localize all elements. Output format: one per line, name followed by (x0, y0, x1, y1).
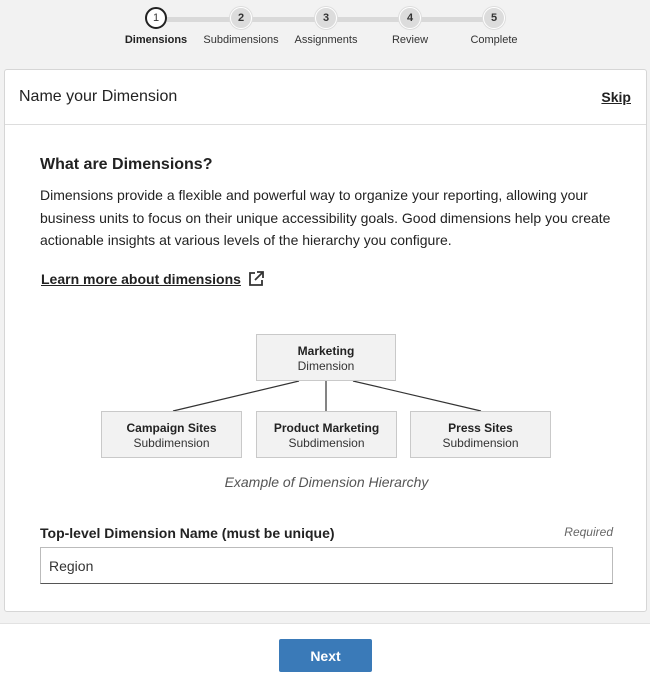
child-node-title: Product Marketing (273, 421, 380, 435)
root-node-subtitle: Dimension (297, 359, 355, 373)
diagram-child-node (410, 411, 551, 458)
step-5-indicator: 5 (483, 7, 505, 29)
diagram-caption: Example of Dimension Hierarchy (224, 474, 429, 490)
step-3-indicator: 3 (315, 7, 337, 29)
diagram-root-node (256, 334, 396, 381)
step-connector (421, 17, 483, 22)
step-2-label: Subdimensions (203, 34, 279, 46)
section-heading: What are Dimensions? (40, 156, 213, 173)
diagram-child-node (256, 411, 397, 458)
card-header (5, 70, 646, 125)
footer-bar (0, 623, 650, 679)
external-link-icon (247, 270, 265, 288)
progress-stepper (0, 0, 650, 68)
child-node-subtitle: Subdimension (133, 436, 210, 450)
required-indicator: Required (564, 525, 613, 539)
next-button[interactable]: Next (279, 639, 372, 672)
child-node-title: Press Sites (448, 421, 513, 435)
step-3-label: Assignments (294, 34, 358, 46)
step-connector (337, 17, 399, 22)
dimensions-description: Dimensions provide a flexible and powerful way to organize your reporting, allowing your business units to focus on their unique accessibility goals. Good dimensions help you create actionable insights at various levels of the hierarchy you configure. (40, 187, 611, 248)
diagram-child-node (101, 411, 242, 458)
skip-link[interactable]: Skip (601, 89, 631, 105)
child-node-subtitle: Subdimension (288, 436, 365, 450)
step-connector (167, 17, 230, 22)
dimension-name-input[interactable] (40, 547, 613, 584)
learn-more-link[interactable] (41, 270, 265, 288)
step-connector (252, 17, 315, 22)
child-node-title: Campaign Sites (126, 421, 217, 435)
card-title: Name your Dimension (19, 88, 178, 105)
step-1-indicator: 1 (145, 7, 167, 29)
learn-more-label: Learn more about dimensions (41, 271, 241, 287)
step-1-label: Dimensions (124, 34, 188, 46)
child-node-subtitle: Subdimension (442, 436, 519, 450)
root-node-title: Marketing (297, 344, 355, 358)
step-5-label: Complete (470, 34, 518, 46)
step-4-label: Review (391, 34, 429, 46)
step-4-indicator: 4 (399, 7, 421, 29)
dimension-card (4, 69, 647, 612)
dimension-name-label: Top-level Dimension Name (must be unique) (40, 525, 335, 541)
step-2-indicator: 2 (230, 7, 252, 29)
